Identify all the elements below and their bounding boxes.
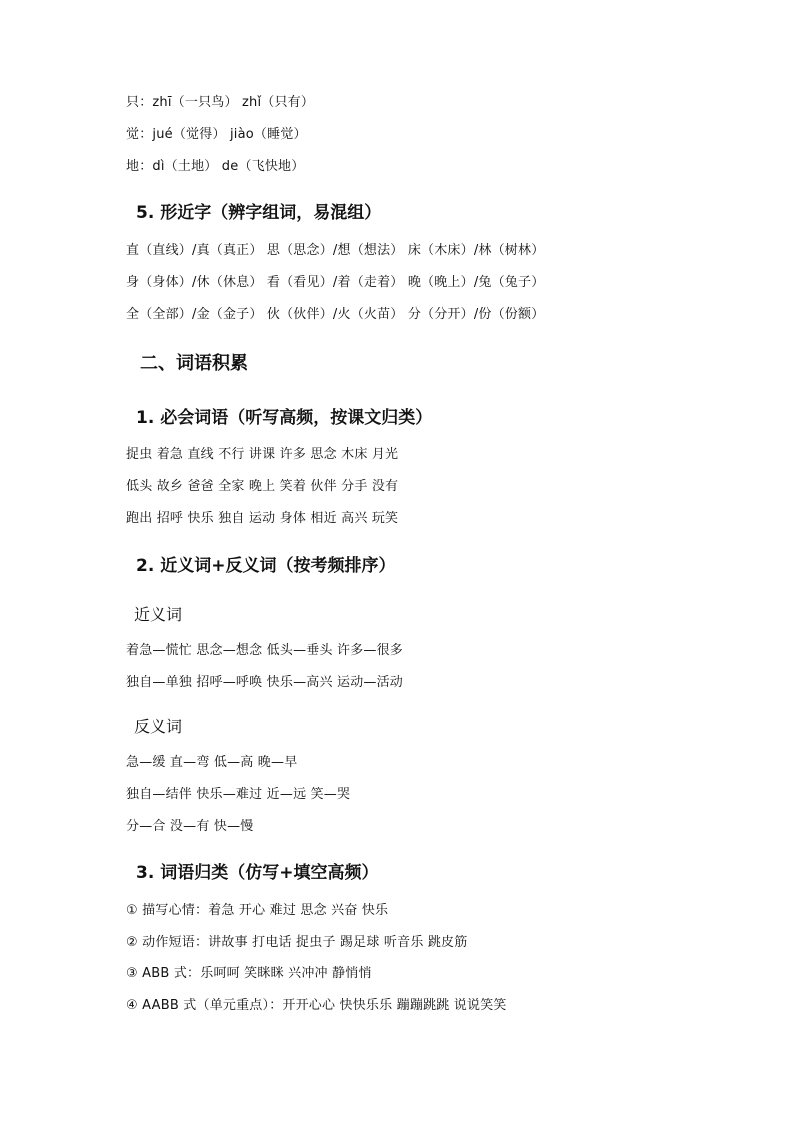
synonyms-label: 近义词: [134, 605, 183, 624]
similar-chars-line-1: 直（直线）/真（真正） 思（思念）/想（想法） 床（木床）/林（树林）: [126, 243, 545, 258]
must-know-words-line-1: 捉虫 着急 直线 不行 讲课 许多 思念 木床 月光: [126, 447, 399, 462]
polyphonic-line-1: 只：zhī（一只鸟） zhǐ（只有）: [126, 95, 315, 110]
antonyms-line-2: 独自—结伴 快乐—难过 近—远 笑—哭: [126, 787, 351, 802]
polyphonic-line-3: 地：dì（土地） de（飞快地）: [126, 159, 305, 174]
classification-line-4: ④ AABB 式（单元重点）：开开心心 快快乐乐 蹦蹦跳跳 说说笑笑: [126, 998, 507, 1013]
antonyms-line-1: 急—缓 直—弯 低—高 晚—早: [126, 755, 298, 770]
classification-line-2: ② 动作短语：讲故事 打电话 捉虫子 踢足球 听音乐 跳皮筋: [126, 935, 468, 950]
section-5-heading: 5. 形近字（辨字组词，易混组）: [136, 203, 382, 223]
must-know-words-line-2: 低头 故乡 爸爸 全家 晚上 笑着 伙伴 分手 没有: [126, 479, 399, 494]
classification-line-1: ① 描写心情：着急 开心 难过 思念 兴奋 快乐: [126, 903, 389, 918]
must-know-words-heading: 1. 必会词语（听写高频，按课文归类）: [136, 408, 433, 428]
synonyms-line-1: 着急—慌忙 思念—想念 低头—垂头 许多—很多: [126, 643, 403, 658]
classification-line-3: ③ ABB 式：乐呵呵 笑眯眯 兴冲冲 静悄悄: [126, 966, 372, 981]
must-know-words-line-3: 跑出 招呼 快乐 独自 运动 身体 相近 高兴 玩笑: [126, 511, 399, 526]
synonyms-antonyms-heading: 2. 近义词+反义词（按考频排序）: [136, 556, 396, 576]
antonyms-label: 反义词: [134, 717, 183, 736]
part-2-heading: 二、词语积累: [140, 353, 248, 374]
similar-chars-line-3: 全（全部）/金（金子） 伙（伙伴）/火（火苗） 分（分开）/份（份额）: [126, 307, 545, 322]
word-classification-heading: 3. 词语归类（仿写+填空高频）: [136, 863, 379, 883]
synonyms-line-2: 独自—单独 招呼—呼唤 快乐—高兴 运动—活动: [126, 675, 403, 690]
antonyms-line-3: 分—合 没—有 快—慢: [126, 819, 254, 834]
polyphonic-line-2: 觉：jué（觉得） jiào（睡觉）: [126, 127, 307, 142]
similar-chars-line-2: 身（身体）/休（休息） 看（看见）/着（走着） 晚（晚上）/兔（兔子）: [126, 275, 545, 290]
